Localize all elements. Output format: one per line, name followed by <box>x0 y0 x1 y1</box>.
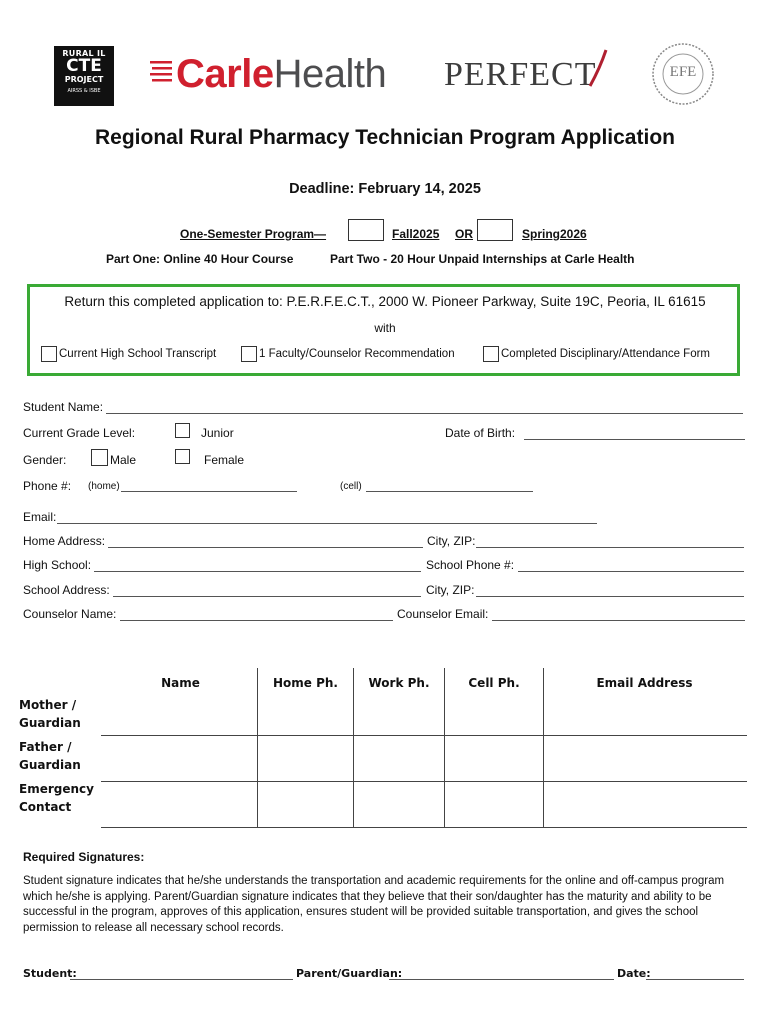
disciplinary-label: Completed Disciplinary/Attendance Form <box>501 348 711 360</box>
city-zip-label: City, ZIP: <box>427 534 476 548</box>
carle-logo-part2: Health <box>273 52 387 96</box>
cte-logo-line2: CTE <box>66 56 102 76</box>
recommendation-checkbox[interactable] <box>241 346 257 362</box>
male-label: Male <box>110 453 137 467</box>
table-divider <box>444 668 445 828</box>
row-father-guardian <box>19 738 81 774</box>
deadline: Deadline: February 14, 2025 <box>289 181 481 197</box>
perfect-logo: PERFECT <box>444 56 597 93</box>
student-name-field[interactable] <box>106 413 743 414</box>
counselor-email-label: Counselor Email: <box>397 607 489 621</box>
table-divider <box>543 668 544 828</box>
signature-explanation: Student signature indicates that he/she understands the transportation and academic requirements for the online and off-campus program which he/she is applying. Parent/Guardian signature indicates that they believe that their son/daughter has the maturity and ability to be successful in the program, approves of this application, ensures student will be provided suitable transportation, and gives the school permission to release all necessary school records. <box>23 875 725 934</box>
email-label: Email: <box>23 510 57 524</box>
home-address-field[interactable] <box>108 547 423 548</box>
efe-seal-logo <box>651 42 715 106</box>
student-name-label: Student Name: <box>23 400 104 414</box>
junior-label: Junior <box>201 426 234 440</box>
col-work-ph: Work Ph. <box>368 676 430 690</box>
home-phone-label: (home) <box>88 481 120 492</box>
cte-logo-line3: PROJECT <box>64 75 104 84</box>
counselor-name-field[interactable] <box>120 620 393 621</box>
cte-logo-line4: AIRSS & ISBE <box>67 88 101 94</box>
row-label-line2: Guardian <box>19 758 81 772</box>
gender-label: Gender: <box>23 453 67 467</box>
spring-label: Spring2026 <box>522 227 587 241</box>
table-row-divider <box>101 781 747 782</box>
home-address-label: Home Address: <box>23 534 106 548</box>
row-mother-guardian <box>19 696 81 732</box>
program-label: One-Semester Program— <box>180 227 327 241</box>
student-signature-label: Student: <box>23 967 77 980</box>
row-label-line2: Guardian <box>19 716 81 730</box>
return-with: with <box>374 321 396 335</box>
cell-phone-label: (cell) <box>340 481 362 492</box>
female-checkbox[interactable] <box>175 449 190 464</box>
counselor-email-field[interactable] <box>492 620 745 621</box>
high-school-field[interactable] <box>94 571 421 572</box>
city-zip-field[interactable] <box>476 547 744 548</box>
part-two: Part Two - 20 Hour Unpaid Internships at Carle Health <box>330 252 635 266</box>
cte-logo-line1: RURAL IL <box>62 49 106 58</box>
row-label-line1: Father / <box>19 740 72 754</box>
table-row-divider <box>101 735 747 736</box>
city-zip-2-field[interactable] <box>476 596 744 597</box>
grade-level-label: Current Grade Level: <box>23 426 136 440</box>
date-field[interactable] <box>646 979 744 980</box>
seal-text: EFE <box>669 64 697 80</box>
page-title: Regional Rural Pharmacy Technician Program Application <box>95 126 675 149</box>
school-address-label: School Address: <box>23 583 110 597</box>
school-address-field[interactable] <box>113 596 421 597</box>
recommendation-label: 1 Faculty/Counselor Recommendation <box>259 348 455 360</box>
disciplinary-checkbox[interactable] <box>483 346 499 362</box>
col-cell-ph: Cell Ph. <box>468 676 520 690</box>
col-name: Name <box>161 676 200 690</box>
perfect-swoosh-icon <box>588 48 608 88</box>
required-signatures-heading: Required Signatures: <box>23 850 145 864</box>
table-divider <box>257 668 258 828</box>
male-checkbox[interactable] <box>91 449 108 466</box>
fall-label: Fall2025 <box>392 227 440 241</box>
row-label-line1: Emergency <box>19 782 94 796</box>
carle-logo-part1: Carle <box>176 52 274 96</box>
city-zip-2-label: City, ZIP: <box>426 583 475 597</box>
col-home-ph: Home Ph. <box>272 676 338 690</box>
student-signature-field[interactable] <box>70 979 293 980</box>
date-label: Date: <box>617 967 651 980</box>
col-email: Email Address <box>596 676 693 690</box>
home-phone-field[interactable] <box>121 491 297 492</box>
high-school-label: High School: <box>23 558 92 572</box>
carle-health-logo <box>176 52 386 96</box>
female-label: Female <box>204 453 245 467</box>
row-emergency-contact <box>19 780 94 816</box>
transcript-checkbox[interactable] <box>41 346 57 362</box>
return-address: Return this completed application to: P.E.R.F.E.C.T., 2000 W. Pioneer Parkway, Suite 19C, Peoria, IL 61615 <box>64 294 706 309</box>
transcript-label: Current High School Transcript <box>59 348 217 360</box>
counselor-name-label: Counselor Name: <box>23 607 117 621</box>
parent-signature-field[interactable] <box>389 979 614 980</box>
spring-checkbox[interactable] <box>477 219 513 241</box>
row-label-line1: Mother / <box>19 698 77 712</box>
fall-checkbox[interactable] <box>348 219 384 241</box>
parent-signature-label: Parent/Guardian: <box>296 967 403 980</box>
school-phone-field[interactable] <box>518 571 744 572</box>
carle-stripes-icon <box>150 59 174 83</box>
or-label: OR <box>455 227 473 241</box>
table-row-divider <box>101 827 747 828</box>
part-one: Part One: Online 40 Hour Course <box>106 252 294 266</box>
email-field[interactable] <box>57 523 597 524</box>
cell-phone-field[interactable] <box>366 491 533 492</box>
row-label-line2: Contact <box>19 800 72 814</box>
school-phone-label: School Phone #: <box>426 558 515 572</box>
rural-il-cte-logo <box>54 46 114 106</box>
junior-checkbox[interactable] <box>175 423 190 438</box>
dob-field[interactable] <box>524 439 745 440</box>
table-divider <box>353 668 354 828</box>
phone-label: Phone #: <box>23 479 72 493</box>
dob-label: Date of Birth: <box>445 426 516 440</box>
